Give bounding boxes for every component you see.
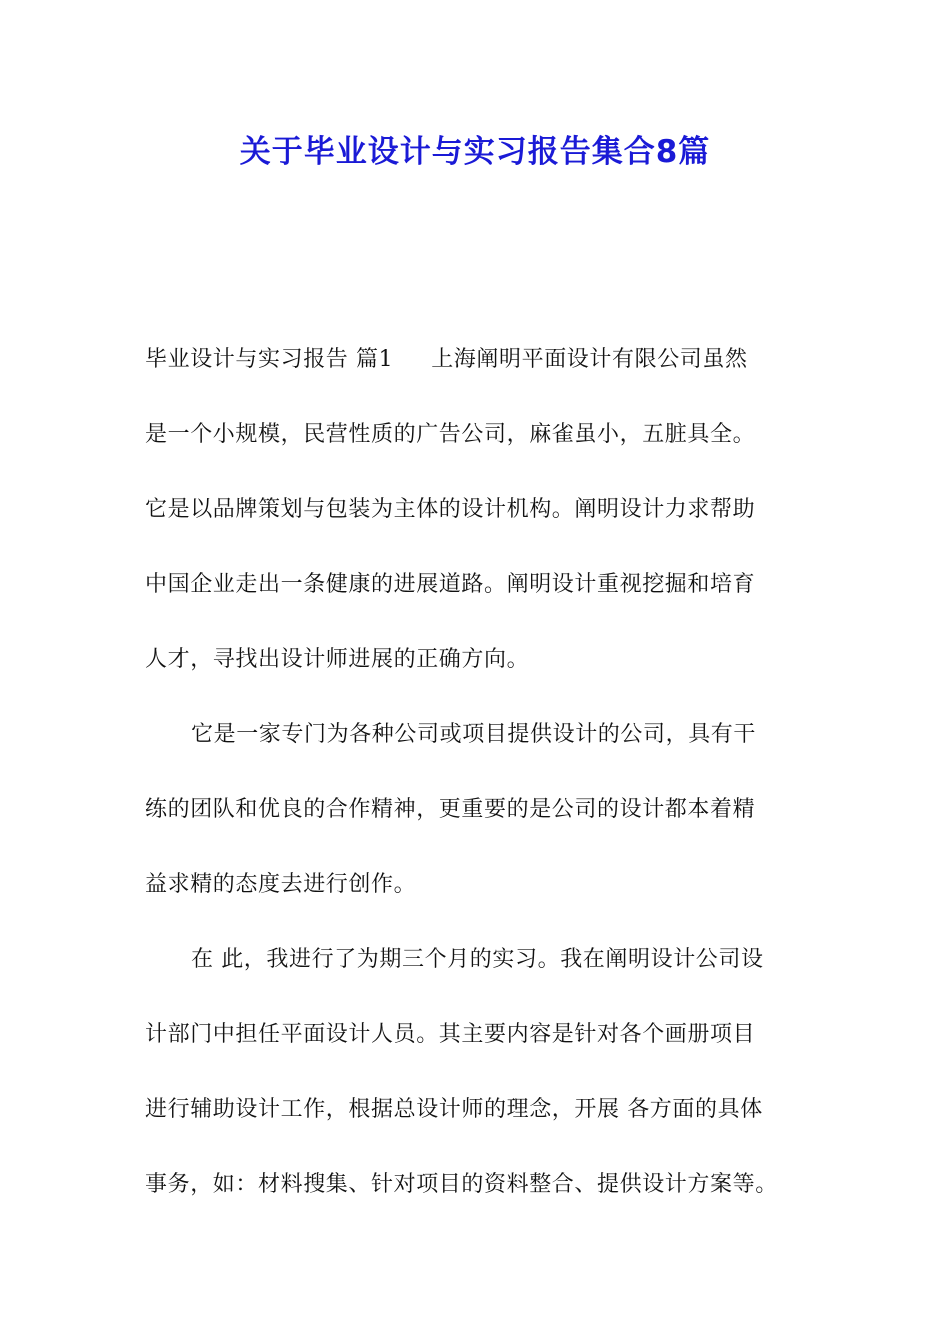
paragraph-line-6 [145, 711, 825, 786]
paragraph-line-12: 事务，如：材料搜集、针对项目的资料整合、提供设计方案等。 [145, 1172, 778, 1197]
paragraph-line-7: 练的团队和优良的合作精神，更重要的是公司的设计都本着精 [145, 797, 756, 822]
paragraph-text: 在 此，我进行了为期三个月的实习。我在阐明设计公司设 [191, 947, 764, 972]
paragraph-line-4: 中国企业走出一条健康的进展道路。阐明设计重视挖掘和培育 [145, 572, 756, 597]
paragraph-line-5: 人才，寻找出设计师进展的正确方向。 [145, 647, 530, 672]
paragraph-line-1 [145, 336, 825, 411]
paragraph-line-10: 计部门中担任平面设计人员。其主要内容是针对各个画册项目 [145, 1022, 756, 1047]
section-heading: 毕业设计与实习报告 篇1 [145, 347, 394, 372]
document-body [145, 336, 825, 1236]
paragraph-text: 上海阐明平面设计有限公司虽然 [431, 347, 748, 372]
paragraph-text: 它是一家专门为各种公司或项目提供设计的公司，具有干 [191, 722, 757, 747]
paragraph-line-2: 是一个小规模，民营性质的广告公司，麻雀虽小，五脏具全。 [145, 422, 756, 447]
paragraph-line-11: 进行辅助设计工作，根据总设计师的理念，开展 各方面的具体 [145, 1097, 763, 1122]
document-title: 关于毕业设计与实习报告集合8篇 [239, 134, 711, 170]
paragraph-line-8: 益求精的态度去进行创作。 [145, 872, 417, 897]
paragraph-line-3: 它是以品牌策划与包装为主体的设计机构。阐明设计力求帮助 [145, 497, 756, 522]
paragraph-line-9 [145, 936, 825, 1011]
